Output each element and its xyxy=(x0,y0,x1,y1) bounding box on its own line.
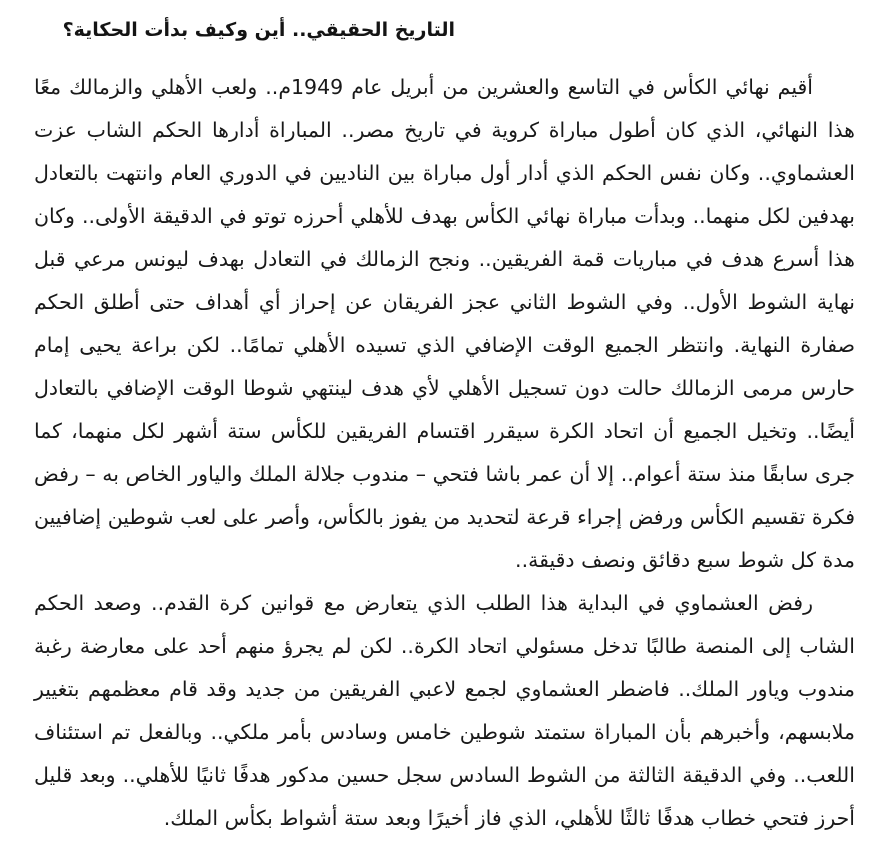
article-paragraph-2: رفض العشماوي في البداية هذا الطلب الذي يتعارض مع قوانين كرة القدم.. وصعد الحكم الشاب إلى المنصة طالبًا تدخل مسئولي اتحاد الكرة.. لكن لم يجرؤ منهم أحد على معارضة رغبة مندوب وياور الملك.. فاضطر العشماوي لجمع لاعبي الفريقين من جديد وقد قام معظمهم بتغيير ملابسهم، وأخبرهم بأن المباراة ستمتد شوطين خامس وسادس بأمر ملكي.. وبالفعل تم استئناف اللعب.. وفي الدقيقة الثالثة من الشوط السادس سجل حسين مدكور هدفًا ثانيًا للأهلي.. وبعد قليل أحرز فتحي خطاب هدفًا ثالثًا للأهلي، الذي فاز أخيرًا وبعد ستة أشواط بكأس الملك. xyxy=(34,591,855,830)
article-heading: التاريخ الحقيقي.. أين وكيف بدأت الحكاية؟ xyxy=(62,19,455,41)
article-paragraph-1: أقيم نهائي الكأس في التاسع والعشرين من أبريل عام 1949م.. ولعب الأهلي والزمالك معًا هذا النهائي، الذي كان أطول مباراة كروية في تاريخ مصر.. المباراة أدارها الحكم الشاب عزت العشماوي.. وكان نفس الحكم الذي أدار أول مباراة بين الناديين في الدوري العام وانتهت بالتعادل بهدفين لكل منهما.. وبدأت مباراة نهائي الكأس بهدف للأهلي أحرزه توتو في الدقيقة الأولى.. وكان هذا أسرع هدف في مباريات قمة الفريقين.. ونجح الزمالك في التعادل بهدف ليونس مرعي قبل نهاية الشوط الأول.. وفي الشوط الثاني عجز الفريقان عن إحراز أي أهداف حتى أطلق الحكم صفارة النهاية. وانتظر الجميع الوقت الإضافي الذي تسيده الأهلي تمامًا.. لكن براعة يحيى إمام حارس مرمى الزمالك حالت دون تسجيل الأهلي لأي هدف لينتهي شوطا الوقت الإضافي بالتعادل أيضًا.. وتخيل الجميع أن اتحاد الكرة سيقرر اقتسام الفريقين للكأس ستة أشهر لكل منهما، كما جرى سابقًا منذ ستة أعوام.. إلا أن عمر باشا فتحي – مندوب جلالة الملك والياور الخاص به – رفض فكرة تقسيم الكأس ورفض إجراء قرعة لتحديد من يفوز بالكأس، وأصر على لعب شوطين إضافيين مدة كل شوط سبع دقائق ونصف دقيقة.. xyxy=(34,75,855,572)
article-body xyxy=(34,66,855,840)
